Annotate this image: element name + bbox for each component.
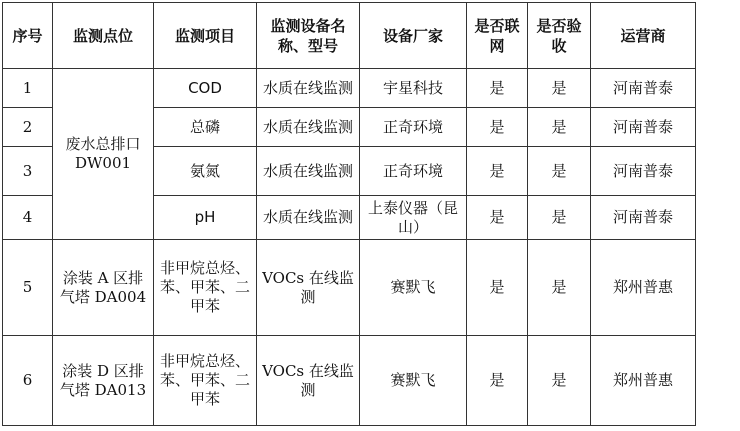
cell-seq: 1 xyxy=(3,69,53,108)
cell-networked: 是 xyxy=(467,69,528,108)
cell-networked: 是 xyxy=(467,147,528,196)
cell-vendor: 上泰仪器（昆山） xyxy=(360,196,467,240)
cell-item: COD xyxy=(154,69,257,108)
header-row xyxy=(3,3,696,69)
cell-seq: 5 xyxy=(3,240,53,336)
table-row xyxy=(3,336,696,426)
cell-accepted: 是 xyxy=(528,108,591,147)
cell-operator: 河南普泰 xyxy=(591,147,696,196)
cell-vendor: 赛默飞 xyxy=(360,336,467,426)
cell-device: VOCs 在线监测 xyxy=(257,336,360,426)
cell-vendor: 赛默飞 xyxy=(360,240,467,336)
cell-device: VOCs 在线监测 xyxy=(257,240,360,336)
header-location: 监测点位 xyxy=(53,3,154,69)
cell-vendor: 正奇环境 xyxy=(360,108,467,147)
cell-item: 非甲烷总烃、苯、甲苯、二甲苯 xyxy=(154,336,257,426)
cell-device: 水质在线监测 xyxy=(257,108,360,147)
cell-seq: 2 xyxy=(3,108,53,147)
monitoring-table-container xyxy=(2,2,696,426)
cell-operator: 郑州普惠 xyxy=(591,336,696,426)
cell-accepted: 是 xyxy=(528,196,591,240)
cell-accepted: 是 xyxy=(528,240,591,336)
cell-networked: 是 xyxy=(467,108,528,147)
cell-operator: 郑州普惠 xyxy=(591,240,696,336)
cell-location-area-d: 涂装 D 区排气塔 DA013 xyxy=(53,336,154,426)
header-device: 监测设备名称、型号 xyxy=(257,3,360,69)
cell-operator: 河南普泰 xyxy=(591,108,696,147)
header-operator: 运营商 xyxy=(591,3,696,69)
header-item: 监测项目 xyxy=(154,3,257,69)
header-networked: 是否联网 xyxy=(467,3,528,69)
table-row xyxy=(3,240,696,336)
cell-device: 水质在线监测 xyxy=(257,69,360,108)
cell-device: 水质在线监测 xyxy=(257,196,360,240)
cell-item: pH xyxy=(154,196,257,240)
cell-networked: 是 xyxy=(467,240,528,336)
header-accepted: 是否验收 xyxy=(528,3,591,69)
cell-networked: 是 xyxy=(467,336,528,426)
header-vendor: 设备厂家 xyxy=(360,3,467,69)
header-seq: 序号 xyxy=(3,3,53,69)
cell-networked: 是 xyxy=(467,196,528,240)
cell-accepted: 是 xyxy=(528,336,591,426)
cell-seq: 4 xyxy=(3,196,53,240)
cell-location-wastewater: 废水总排口 DW001 xyxy=(53,69,154,240)
cell-vendor: 正奇环境 xyxy=(360,147,467,196)
cell-seq: 3 xyxy=(3,147,53,196)
cell-vendor: 宇星科技 xyxy=(360,69,467,108)
table-row xyxy=(3,69,696,108)
cell-item: 非甲烷总烃、苯、甲苯、二甲苯 xyxy=(154,240,257,336)
cell-item: 氨氮 xyxy=(154,147,257,196)
cell-operator: 河南普泰 xyxy=(591,196,696,240)
cell-location-area-a: 涂装 A 区排气塔 DA004 xyxy=(53,240,154,336)
cell-accepted: 是 xyxy=(528,147,591,196)
cell-accepted: 是 xyxy=(528,69,591,108)
monitoring-equipment-table xyxy=(2,2,696,426)
cell-item: 总磷 xyxy=(154,108,257,147)
cell-operator: 河南普泰 xyxy=(591,69,696,108)
cell-device: 水质在线监测 xyxy=(257,147,360,196)
cell-seq: 6 xyxy=(3,336,53,426)
